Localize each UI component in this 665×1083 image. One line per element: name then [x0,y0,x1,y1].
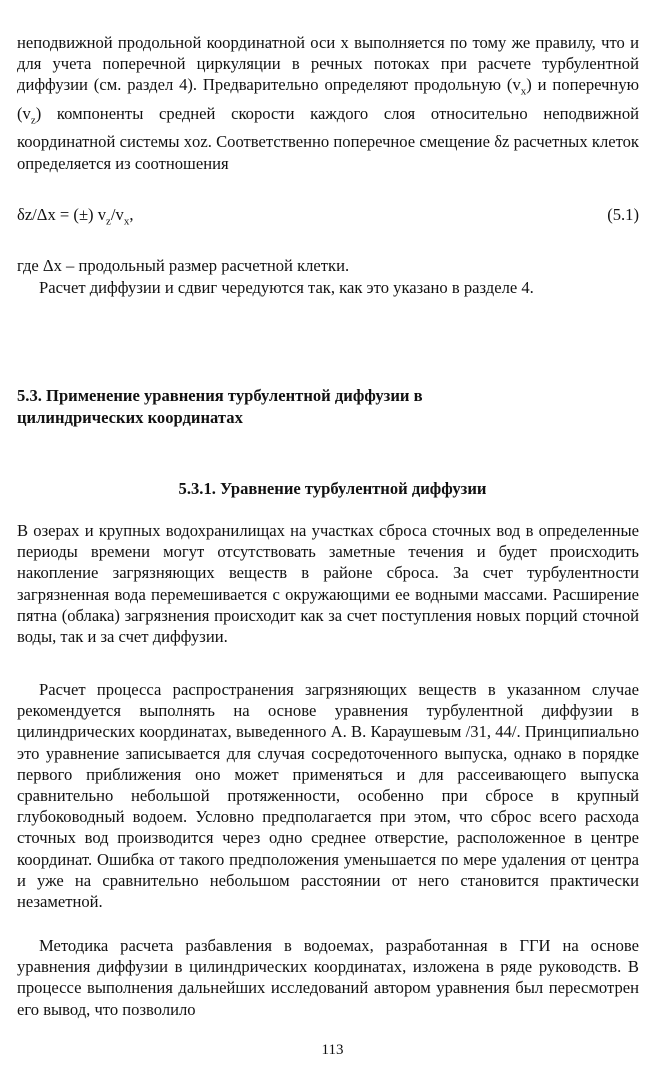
equation-number: (5.1) [607,205,639,224]
intro-paragraph [17,32,639,174]
calc-paragraph-text: Расчет диффузии и сдвиг чередуются так, как это указано в разделе 4. [39,278,534,297]
section-heading: 5.3. Применение уравнения турбулентной диффузии в цилиндрических координатах [17,386,423,427]
subsection-heading: 5.3.1. Уравнение турбулентной диффузии [178,479,487,498]
body-paragraph-2 [17,679,639,912]
body-paragraph-1 [17,520,639,647]
where-line [17,255,639,276]
paragraph-text: Методика расчета разбавления в водоемах, разработанная в ГГИ на основе уравнения диффузии в цилиндрических координатах, изложена в ряде руководств. В процессе выполнения дальнейших исследований автором уравнения был пересмотрен его вывод, что позволило [17,936,639,1019]
equation-expression: δz/Δx = (±) $v_z/v_x$, [17,205,134,228]
page-number: 113 [321,1042,344,1058]
equation-5-1 [17,204,639,228]
paragraph-text: Расчет процесса распространения загрязняющих веществ в указанном случае рекомендуется выполнять на основе уравнения турбулентной диффузии в цилиндрических координатах, выведенного А. В. Караушевым /31, 44/. Принципиально это уравнение записывается для случая сосредоточенного выпуска, однако в порядке первого приближения оно может применяться и для рассеивающего выпуска сравнительно небольшой протяженности, особенно при сбросе в крупный глубоководный водоем. Условно предполагается при этом, что сброс всего расхода сточных вод производится через одно среднее отверстие, расположенное в центре координат. Ошибка от такого предположения уменьшается по мере удаления от центра и уже на сравнительно небольшом расстоянии от него становится практически незаметной. [17,680,639,912]
intro-paragraph-text: неподвижной продольной координатной оси x выполняется по тому же правилу, что и для учета поперечной циркуляции в речных потоках при расчете турбулентной диффузии (см. раздел 4). Предварительно определяют продольную $(v_x)$ и поперечную $(v_z)$ компоненты средней скорости каждого слоя относительно неподвижной координатной системы xoz. Соответственно поперечное смещение δz расчетных клеток определяется из соотношения [17,33,640,173]
where-line-text: где Δx – продольный размер расчетной клетки. [17,256,350,275]
paragraph-text: В озерах и крупных водохранилищах на участках сброса сточных вод в определенные периоды времени могут отсутствовать заметные течения и будет происходить накопление загрязняющих веществ в районе сброса. За счет турбулентности загрязненная вода перемешивается с окружающими ее водными массами. Расширение пятна (облака) загрязнения происходит как за счет поступления новых порций сточной воды, так и за счет диффузии. [17,521,639,647]
calc-paragraph [17,277,639,298]
body-paragraph-3 [17,935,639,1020]
